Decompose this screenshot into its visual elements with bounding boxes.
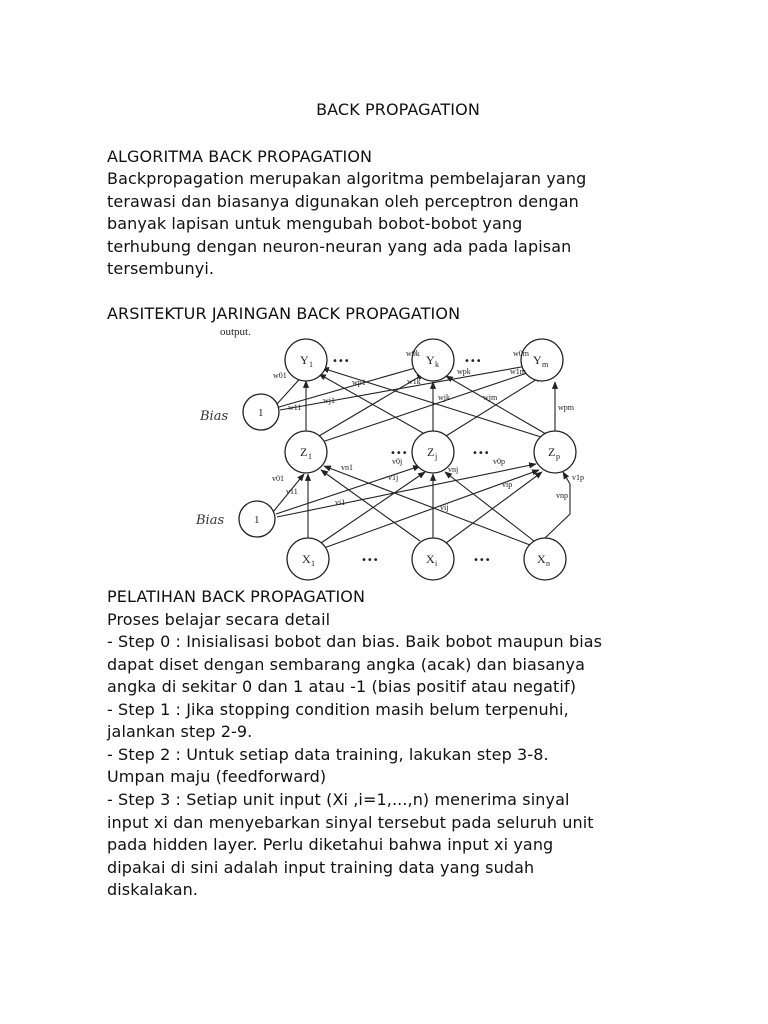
svg-text:X: X (426, 552, 435, 566)
weight-label: v1p (572, 473, 584, 482)
paragraph-line: tersembunyi. (107, 259, 215, 278)
weight-label: vi1 (335, 498, 346, 507)
svg-text:Y: Y (426, 353, 435, 367)
hidden-node-zp (534, 431, 576, 473)
network-diagram (180, 324, 600, 588)
paragraph-line: Umpan maju (feedforward) (107, 767, 327, 786)
svg-text:i: i (435, 559, 438, 568)
svg-text:Z: Z (427, 445, 435, 459)
paragraph-line: - Step 2 : Untuk setiap data training, lakukan step 3-8. (107, 745, 549, 764)
section-heading-training: PELATIHAN BACK PROPAGATION (107, 587, 366, 606)
weight-label: vnp (556, 491, 568, 500)
paragraph-line: diskalakan. (107, 880, 199, 899)
ellipsis-dots: ••• (464, 356, 482, 367)
ellipsis-dots: ••• (332, 356, 350, 367)
svg-text:n: n (546, 559, 550, 568)
section-heading-algorithm: ALGORITMA BACK PROPAGATION (107, 147, 373, 166)
weight-label: v11 (286, 487, 298, 496)
paragraph-line: - Step 3 : Setiap unit input (Xi ,i=1,...,n) menerima sinyal (107, 790, 570, 809)
weight-label: wjk (438, 393, 450, 402)
svg-text:Z: Z (548, 445, 556, 459)
ellipsis-dots: ••• (390, 448, 408, 459)
page-title: BACK PROPAGATION (316, 100, 480, 119)
paragraph-line: jalankan step 2-9. (107, 722, 253, 741)
hidden-node-z1 (285, 431, 327, 473)
paragraph-line: Backpropagation merupakan algoritma pembelajaran yang (107, 169, 587, 188)
input-node-xn (524, 538, 566, 580)
weight-label: wpk (457, 367, 471, 376)
weight-label: wjm (483, 393, 498, 402)
svg-text:m: m (542, 360, 549, 369)
svg-text:j: j (435, 452, 438, 461)
paragraph-line: Proses belajar secara detail (107, 610, 331, 629)
weight-label: w0m (513, 349, 529, 358)
weight-label: w1k (407, 377, 421, 386)
weight-label: w11 (288, 403, 302, 412)
output-node-yk (412, 339, 454, 381)
output-label: output. (220, 326, 251, 338)
svg-text:Y: Y (533, 353, 542, 367)
paragraph-line: dapat diset dengan sembarang angka (acak) dan biasanya (107, 655, 586, 674)
section-heading-architecture: ARSITEKTUR JARINGAN BACK PROPAGATION (107, 304, 461, 323)
weight-label: w0k (406, 349, 420, 358)
output-node-ym (521, 339, 563, 381)
svg-text:X: X (537, 552, 546, 566)
paragraph-line: dipakai di sini adalah input training data yang sudah (107, 858, 535, 877)
svg-text:1: 1 (308, 452, 312, 461)
svg-text:k: k (435, 360, 439, 369)
svg-text:1: 1 (254, 514, 260, 526)
input-node-x1 (287, 538, 329, 580)
ellipsis-dots: ••• (473, 555, 491, 566)
weight-label: vij (440, 503, 449, 512)
bias-label: Bias (196, 513, 225, 528)
weight-label: vnj (448, 465, 459, 474)
hidden-connections (273, 464, 570, 548)
paragraph-line: - Step 1 : Jika stopping condition masih belum terpenuhi, (107, 700, 569, 719)
input-node-xi (412, 538, 454, 580)
weight-label: w01 (273, 371, 287, 380)
svg-text:1: 1 (309, 360, 313, 369)
svg-text:p: p (556, 452, 560, 461)
paragraph-line: banyak lapisan untuk mengubah bobot-bobot yang (107, 214, 523, 233)
svg-text:Y: Y (300, 353, 309, 367)
weight-label: v0p (493, 457, 505, 466)
weight-label: wpm (558, 403, 574, 412)
weight-label: v0j (392, 457, 403, 466)
paragraph-line: - Step 0 : Inisialisasi bobot dan bias. Baik bobot maupun bias (107, 632, 603, 651)
paragraph-line: angka di sekitar 0 dan 1 atau -1 (bias positif atau negatif) (107, 677, 577, 696)
paragraph-line: pada hidden layer. Perlu diketahui bahwa input xi yang (107, 835, 554, 854)
weight-label: w1m (510, 367, 526, 376)
ellipsis-dots: ••• (361, 555, 379, 566)
weight-label: v1j (388, 473, 399, 482)
svg-text:X: X (302, 552, 311, 566)
output-node-y1 (285, 339, 327, 381)
svg-text:1: 1 (258, 407, 264, 419)
bias-label: Bias (200, 409, 229, 424)
ellipsis-dots: ••• (472, 448, 490, 459)
paragraph-line: input xi dan menyebarkan sinyal tersebut pada seluruh unit (107, 813, 594, 832)
bias-node-output (243, 394, 279, 430)
weight-label: wp1 (352, 378, 366, 387)
weight-label: v01 (272, 474, 284, 483)
weight-label: vip (502, 480, 513, 489)
svg-text:1: 1 (311, 559, 315, 568)
paragraph-line: terhubung dengan neuron-neuran yang ada pada lapisan (107, 237, 572, 256)
weight-label: vn1 (341, 463, 353, 472)
paragraph-line: terawasi dan biasanya digunakan oleh perceptron dengan (107, 192, 579, 211)
bias-node-hidden (239, 501, 275, 537)
svg-text:Z: Z (300, 445, 308, 459)
weight-label: wj1 (323, 396, 335, 405)
